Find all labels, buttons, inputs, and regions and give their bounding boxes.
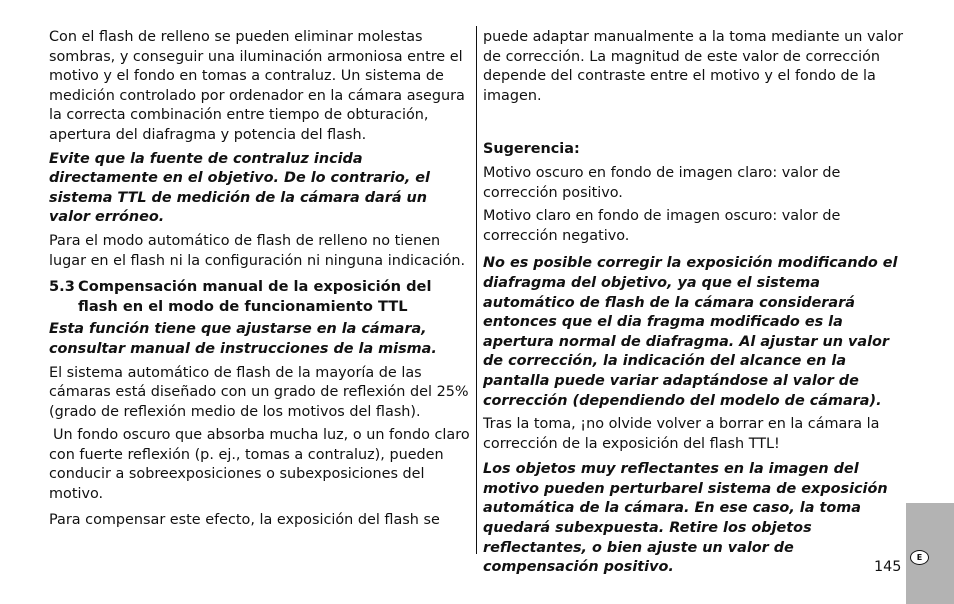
page-number: 145 [874, 559, 902, 575]
aperture-warning: No es posible corregir la exposición modificando el diafragma del objetivo, ya que el sistema automático de flash de la cámara considerará entonces que el dia fragma modificado es la apertura normal de diafragma. Al ajustar un valor de corrección, la indicación del alcance en la pantalla puede variar adaptándose al valor de corrección (dependiendo del modelo de cámara). [483, 255, 898, 409]
left-column [49, 28, 473, 534]
tip-heading: Sugerencia: [483, 141, 580, 158]
section-title: Compensación manual de la exposición del flash en el modo de funcionamiento TTL [78, 278, 432, 315]
backlight-warning: Evite que la fuente de contraluz incida directamente en el objetivo. De lo contrario, el sistema TTL de medición de la cámara dará un valor erróneo. [49, 150, 430, 226]
tip-light-subject: Motivo claro en fondo de imagen oscuro: valor de corrección negativo. [483, 208, 841, 244]
background-paragraph: Un fondo oscuro que absorba mucha luz, o un fondo claro con fuerte reflexión (p. ej., tomas a contraluz), pueden conducir a sobreexposiciones o subexposiciones del motivo. [49, 427, 470, 503]
compensation-paragraph: Para compensar este efecto, la exposición del flash se [49, 511, 440, 528]
intro-paragraph: Con el flash de relleno se pueden eliminar molestas sombras, y conseguir una iluminación armoniosa entre el motivo y el fondo en tomas a contraluz. Un sistema de medición controlado por ordenador en la cámara asegura la correcta combinación entre tiempo de obturación, apertura del diafragma y potencia del flash. [49, 29, 465, 143]
reflection-paragraph: El sistema automático de flash de la mayoría de las cámaras está diseñado con un grado de reflexión del 25% (grado de reflexión medio de los motivos del flash). [49, 364, 469, 420]
language-badge: E [910, 550, 929, 565]
section-heading [49, 277, 473, 316]
reflective-objects-warning: Los objetos muy reflectantes en la imagen del motivo pueden perturbarel sistema de exposición automática de la cámara. En ese caso, la toma quedará subexpuesta. Retire los objetos reflectantes, o bien ajuste un valor de compensación positivo. [483, 461, 888, 576]
tip-dark-subject: Motivo oscuro en fondo de imagen claro: valor de corrección positivo. [483, 164, 841, 201]
section-number: 5.3 [49, 278, 75, 296]
camera-setting-warning: Esta función tiene que ajustarse en la cámara, consultar manual de instrucciones de la misma. [49, 321, 437, 357]
right-column [483, 28, 907, 582]
continuation-paragraph: puede adaptar manualmente a la toma mediante un valor de corrección. La magnitud de este valor de corrección depende del contraste entre el motivo y el fondo de la imagen. [483, 29, 904, 104]
fill-flash-note: Para el modo automático de flash de relleno no tienen lugar en el flash ni la configuración ni ninguna indicación. [49, 232, 466, 269]
reset-reminder: Tras la toma, ¡no olvide volver a borrar en la cámara la corrección de la exposición del flash TTL! [483, 416, 880, 452]
column-divider [476, 26, 477, 554]
